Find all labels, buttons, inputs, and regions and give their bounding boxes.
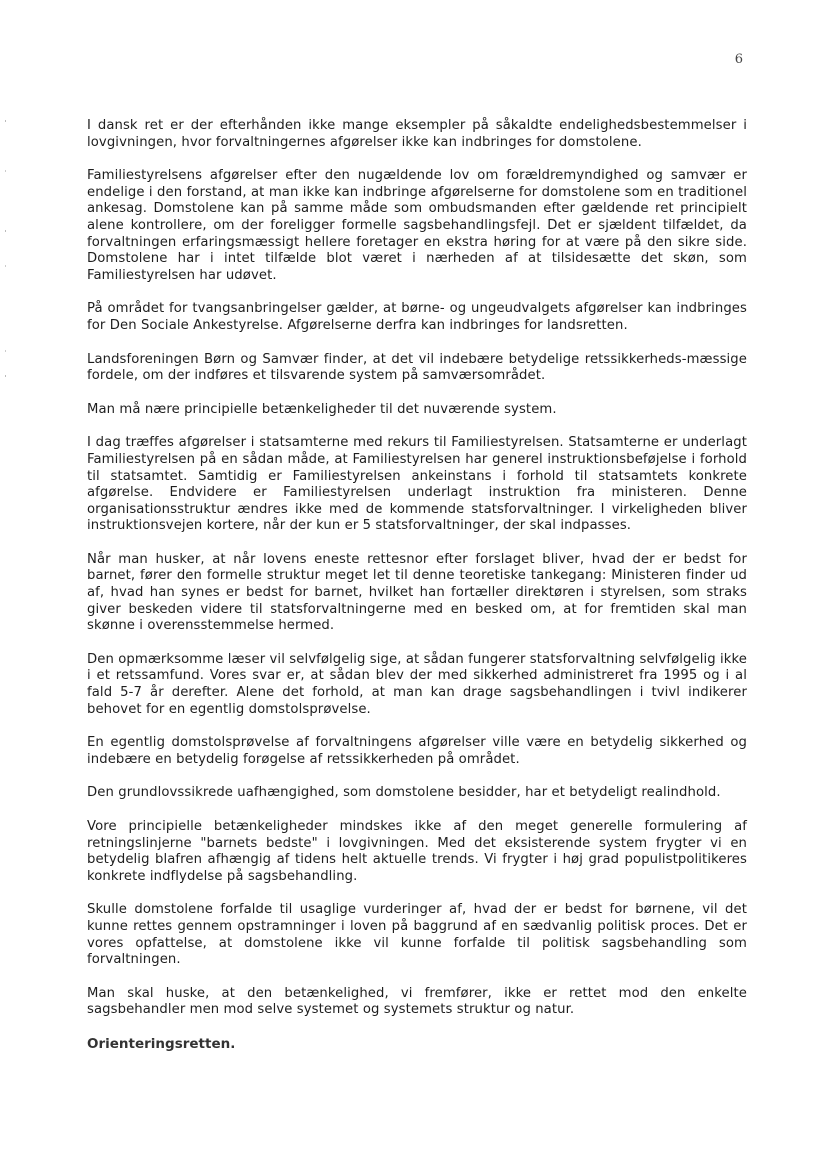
paragraph-10: Den grundlovssikrede uafhængighed, som domstolene besidder, har et betydeligt realindhold. [87,785,721,801]
paragraph-8: Den opmærksomme læser vil selvfølgelig sige, at sådan fungerer statsforvaltning selvfølgelig ikke i et retssamfund. Vores svar er, at sådan blev der med sikkerhed administreret fra 1995 og i al fald 5-7 år derefter. Alene det forhold, at man kan drage sagsbehandlingen i tvivl indikerer behovet for en egentlig domstolsprøvelse. [87,651,747,717]
paragraph-1: I dansk ret er der efterhånden ikke mange eksempler på såkaldte endelighedsbestemmelser i lovgivningen, hvor forvaltningernes afgørelser ikke kan indbringes for domstolene. [87,118,747,150]
body-text [87,118,747,1053]
scan-margin-marks [4,100,7,400]
paragraph-7: Når man husker, at når lovens eneste rettesnor efter forslaget bliver, hvad der er bedst for barnet, fører den formelle struktur meget let til denne teoretiske tankegang: Ministeren finder ud af, hvad han synes er bedst for barnet, hvilket han fortæller direktøren i styrelsen, som straks giver beskeden videre til statsforvaltningerne med en besked om, at for fremtiden skal man skønne i overensstemmelse hermed. [87,551,747,634]
paragraph-4: Landsforeningen Børn og Samvær finder, at det vil indebære betydelige retssikkerheds-mæssige fordele, om der indføres et tilsvarende system på samværsområdet. [87,351,747,384]
paragraph-5: Man må nære principielle betænkeligheder til det nuværende system. [87,401,557,417]
page-number: 6 [734,52,743,67]
paragraph-3: På området for tvangsanbringelser gælder, at børne- og ungeudvalgets afgørelser kan indbringes for Den Sociale Ankestyrelse. Afgørelserne derfra kan indbringes for landsretten. [87,301,747,333]
paragraph-2: Familiestyrelsens afgørelser efter den nugældende lov om forældremyndighed og samvær er endelige i den forstand, at man ikke kan indbringe afgørelserne for domstolene som en traditionel ankesag. Domstolene kan på samme måde som ombudsmanden efter gældende ret principielt alene kontrollere, om der foreligger formelle sagsbehandlingsfejl. Det er sjældent tilfældet, da forvaltningen erfaringsmæssigt hellere foretager en ekstra høring for at være på den sikre side. Domstolene har i intet tilfælde blot været i nærheden af at tilsidesætte det skøn, som Familiestyrelsen har udøvet. [87,168,747,283]
paragraph-9: En egentlig domstolsprøvelse af forvaltningens afgørelser ville være en betydelig sikkerhed og indebære en betydelig forøgelse af retssikkerheden på området. [87,735,747,767]
paragraph-12: Skulle domstolene forfalde til usaglige vurderinger af, hvad der er bedst for børnene, vil det kunne rettes gennem opstramninger i loven på baggrund af en sædvanlig politisk proces. Det er vores opfattelse, at domstolene ikke vil kunne forfalde til politisk sagsbehandling som forvaltningen. [87,902,747,968]
section-heading: Orienteringsretten. [87,1035,236,1052]
paragraph-6: I dag træffes afgørelser i statsamterne med rekurs til Familiestyrelsen. Statsamterne er underlagt Familiestyrelsen på en sådan måde, at Familiestyrelsen har generel instruktionsbeføjelse i forhold til statsamtet. Samtidig er Familiestyrelsen ankeinstans i forhold til statsamtets konkrete afgørelse. Endvidere er Familiestyrelsen underlagt instruktion fra ministeren. Denne organisationsstruktur ændres ikke med de kommende statsforvaltninger. I virkeligheden bliver instruktionsvejen kortere, når der kun er 5 statsforvaltninger, der skal indpasses. [87,435,747,534]
paragraph-13: Man skal huske, at den betænkelighed, vi fremfører, ikke er rettet mod den enkelte sagsbehandler men mod selve systemet og systemets struktur og natur. [87,985,747,1018]
paragraph-11: Vore principielle betænkeligheder mindskes ikke af den meget generelle formulering af retningslinjerne "barnets bedste" i lovgivningen. Med det eksisterende system frygter vi en betydelig blafren afhængig af tidens helt aktuelle trends. Vi frygter i høj grad populistpolitikeres konkrete indflydelse på sagsbehandling. [87,819,747,884]
